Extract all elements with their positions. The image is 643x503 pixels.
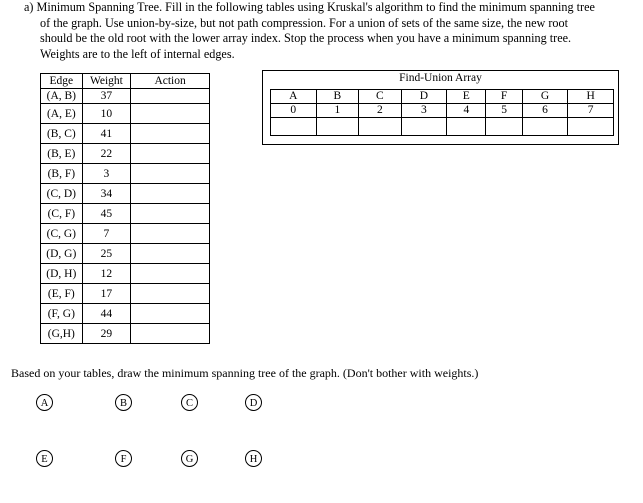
action-cell[interactable] <box>131 124 210 144</box>
graph-node-g: G <box>181 450 198 467</box>
value-cell[interactable] <box>486 118 522 136</box>
value-cell[interactable] <box>447 118 486 136</box>
table-row <box>41 284 210 304</box>
weight-cell: 7 <box>82 224 131 244</box>
action-cell[interactable] <box>131 164 210 184</box>
action-cell[interactable] <box>131 224 210 244</box>
weight-cell: 25 <box>82 244 131 264</box>
index-cell: 6 <box>522 104 568 118</box>
graph-node-a: A <box>36 394 53 411</box>
value-cell[interactable] <box>401 118 447 136</box>
weight-cell: 3 <box>82 164 131 184</box>
edge-column-header: Edge <box>41 74 83 89</box>
edge-cell: (B, E) <box>41 144 83 164</box>
weight-cell: 34 <box>82 184 131 204</box>
node-letter-cell: F <box>486 90 522 104</box>
value-cell[interactable] <box>271 118 317 136</box>
table-row <box>41 224 210 244</box>
weight-cell: 37 <box>82 89 131 104</box>
weight-column-header: Weight <box>82 74 131 89</box>
weight-cell: 44 <box>82 304 131 324</box>
index-cell: 1 <box>316 104 358 118</box>
intro-line: a) Minimum Spanning Tree. Fill in the following tables using Kruskal's algorithm to find the minimum spanning tree <box>24 0 595 14</box>
action-cell[interactable] <box>131 284 210 304</box>
node-letter-cell: B <box>316 90 358 104</box>
value-cell[interactable] <box>359 118 401 136</box>
edge-cell: (A, E) <box>41 104 83 124</box>
graph-node-f: F <box>115 450 132 467</box>
edge-cell: (E, F) <box>41 284 83 304</box>
graph-node-e: E <box>36 450 53 467</box>
intro-line: Weights are to the left of internal edges. <box>40 46 235 61</box>
node-letter-cell: C <box>359 90 401 104</box>
edge-cell: (B, C) <box>41 124 83 144</box>
action-cell[interactable] <box>131 104 210 124</box>
action-cell[interactable] <box>131 324 210 344</box>
find-union-array-box <box>262 70 619 145</box>
node-letter-cell: A <box>271 90 317 104</box>
action-cell[interactable] <box>131 244 210 264</box>
edge-cell: (G,H) <box>41 324 83 344</box>
action-cell[interactable] <box>131 184 210 204</box>
table-row <box>41 204 210 224</box>
intro-line: should be the old root with the lower array index. Stop the process when you have a minimum spanning tree. <box>40 31 572 46</box>
table-row <box>41 89 210 104</box>
edge-table <box>40 73 210 344</box>
find-union-title: Find-Union Array <box>399 72 482 84</box>
intro-line: of the graph. Use union-by-size, but not path compression. For a union of sets of the same size, the new root <box>40 15 569 30</box>
action-cell[interactable] <box>131 89 210 104</box>
weight-cell: 17 <box>82 284 131 304</box>
value-cell[interactable] <box>522 118 568 136</box>
action-cell[interactable] <box>131 304 210 324</box>
index-cell: 4 <box>447 104 486 118</box>
table-row <box>41 104 210 124</box>
index-cell: 3 <box>401 104 447 118</box>
table-row <box>41 144 210 164</box>
node-letter-cell: D <box>401 90 447 104</box>
value-cell[interactable] <box>568 118 614 136</box>
edge-cell: (A, B) <box>41 89 83 104</box>
value-cell[interactable] <box>316 118 358 136</box>
index-cell: 0 <box>271 104 317 118</box>
problem-statement <box>24 0 634 62</box>
edge-cell: (F, G) <box>41 304 83 324</box>
table-row <box>41 324 210 344</box>
weight-cell: 41 <box>82 124 131 144</box>
weight-cell: 22 <box>82 144 131 164</box>
drawing-prompt: Based on your tables, draw the minimum spanning tree of the graph. (Don't bother with weights.) <box>11 366 479 380</box>
action-cell[interactable] <box>131 204 210 224</box>
edge-cell: (C, D) <box>41 184 83 204</box>
node-letter-cell: H <box>568 90 614 104</box>
node-letter-cell: E <box>447 90 486 104</box>
weight-cell: 45 <box>82 204 131 224</box>
letters-row <box>271 90 614 104</box>
weight-cell: 29 <box>82 324 131 344</box>
edge-cell: (D, H) <box>41 264 83 284</box>
values-row <box>271 118 614 136</box>
table-row <box>41 264 210 284</box>
index-cell: 5 <box>486 104 522 118</box>
table-row <box>41 184 210 204</box>
graph-node-b: B <box>115 394 132 411</box>
graph-node-c: C <box>181 394 198 411</box>
weight-cell: 10 <box>82 104 131 124</box>
table-row <box>41 124 210 144</box>
table-row <box>41 244 210 264</box>
graph-node-d: D <box>245 394 262 411</box>
table-row <box>41 304 210 324</box>
find-union-table <box>270 89 614 136</box>
table-row <box>41 164 210 184</box>
indices-row <box>271 104 614 118</box>
action-column-header: Action <box>131 74 210 89</box>
index-cell: 2 <box>359 104 401 118</box>
action-cell[interactable] <box>131 144 210 164</box>
edge-cell: (D, G) <box>41 244 83 264</box>
edge-cell: (B, F) <box>41 164 83 184</box>
action-cell[interactable] <box>131 264 210 284</box>
index-cell: 7 <box>568 104 614 118</box>
graph-node-h: H <box>245 450 262 467</box>
node-letter-cell: G <box>522 90 568 104</box>
edge-cell: (C, F) <box>41 204 83 224</box>
weight-cell: 12 <box>82 264 131 284</box>
edge-cell: (C, G) <box>41 224 83 244</box>
